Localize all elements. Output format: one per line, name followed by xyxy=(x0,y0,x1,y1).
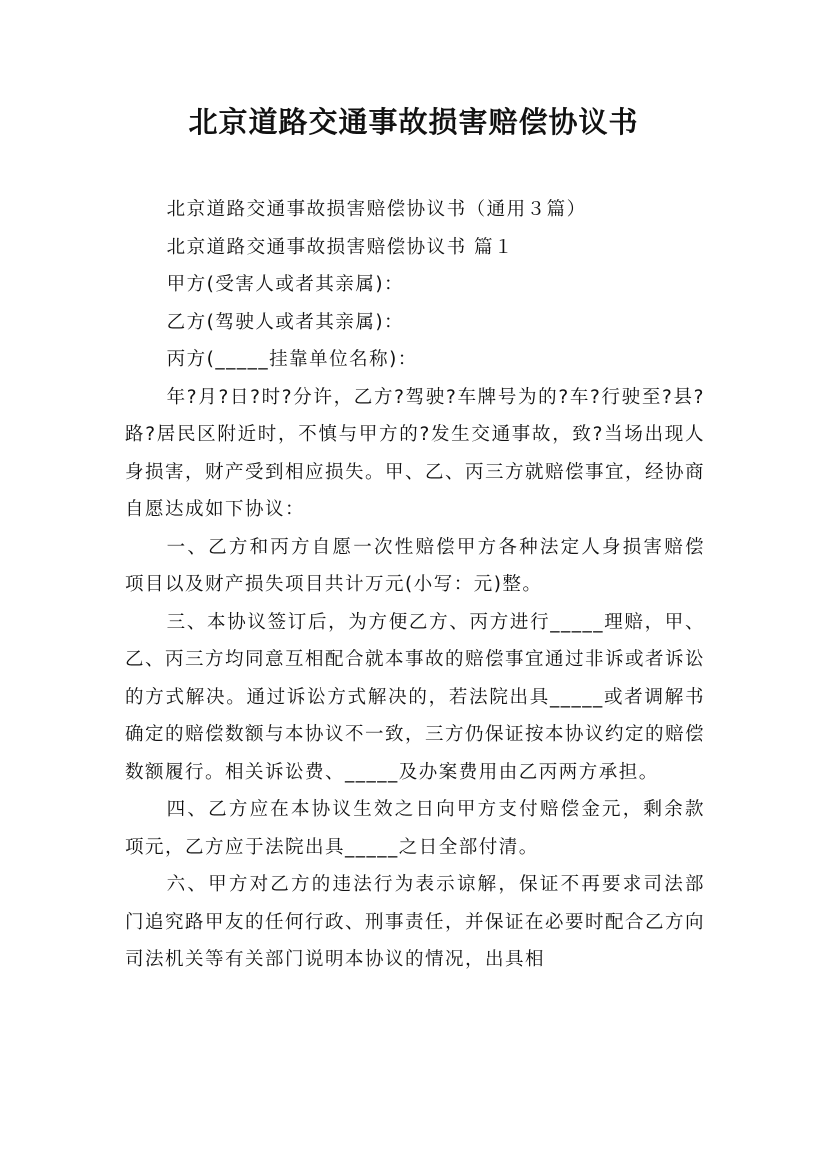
document-body xyxy=(125,191,705,979)
paragraph-clause-1: 一、乙方和丙方自愿一次性赔偿甲方各种法定人身损害赔偿项目以及财产损失项目共计万元(小写：元)整。 xyxy=(125,536,705,595)
paragraph-clause-4: 四、乙方应在本协议生效之日向甲方支付赔偿金元，剩余款项元，乙方应于法院出具_____之日全部付清。 xyxy=(125,799,705,858)
paragraph-clause-3: 三、本协议签订后，为方便乙方、丙方进行_____理赔，甲、乙、丙三方均同意互相配合就本事故的赔偿事宜通过非诉或者诉讼的方式解决。通过诉讼方式解决的，若法院出具_____或者调解书确定的赔偿数额与本协议不一致，三方仍保证按本协议约定的赔偿数额履行。相关诉讼费、_____及办案费用由乙丙两方承担。 xyxy=(125,611,706,783)
paragraph-party-b: 乙方(驾驶人或者其亲属)： xyxy=(166,311,405,333)
paragraph-party-c: 丙方(_____挂靠单位名称)： xyxy=(166,349,418,370)
paragraph-party-a: 甲方(受害人或者其亲属)： xyxy=(166,274,405,295)
paragraph-clause-6: 六、甲方对乙方的违法行为表示谅解，保证不再要求司法部门追究路甲友的任何行政、刑事责任，并保证在必要时配合乙方向司法机关等有关部门说明本协议的情况，出具相 xyxy=(125,874,706,970)
document-title: 北京道路交通事故损害赔偿协议书 xyxy=(188,105,639,139)
paragraph-subtitle: 北京道路交通事故损害赔偿协议书（通用３篇） xyxy=(166,199,587,220)
paragraph-accident-description: 年?月?日?时?分许，乙方?驾驶?车牌号为的?车?行驶至?县?路?居民区附近时，不慎与甲方的?发生交通事故，致?当场出现人身损害，财产受到相应损失。甲、乙、丙三方就赔偿事宜，经协商自愿达成如下协议： xyxy=(125,386,706,520)
paragraph-section-heading: 北京道路交通事故损害赔偿协议书 篇１ xyxy=(166,236,515,258)
